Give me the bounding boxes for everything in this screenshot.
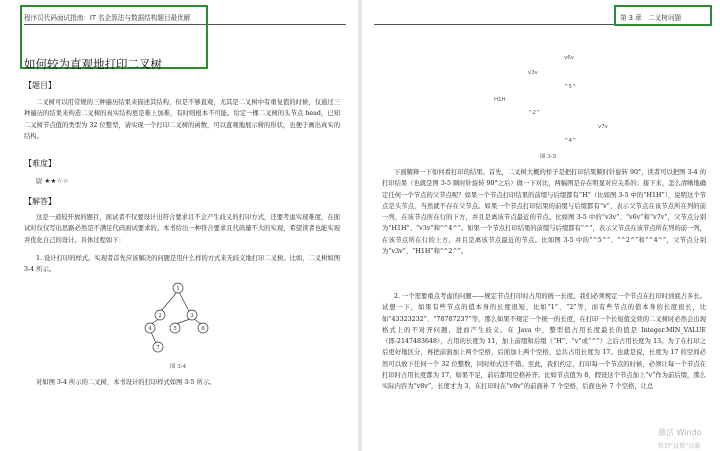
svg-text:6: 6 <box>201 326 205 332</box>
right-page <box>362 0 720 451</box>
tree-edge-4-7 <box>151 332 156 343</box>
after-figure-text: 对如图 3-4 所示的二叉树，本书设计的打印样式如图 3-5 所示。 <box>36 379 216 386</box>
print-line-5: ^5^ <box>564 84 577 90</box>
solution-text: 这是一道较开放的题目，面试者不仅要设计出符合要求且不会产生歧义的打印方式，还要考虑实现难度，在面试时仅仅写出思路必然是不满足代码面试要求的。本书给出一种符合要求且代码量不大的实现，希望读者也能实现并优化自己的设计。具体过程如下： <box>24 214 340 244</box>
svg-text:7: 7 <box>156 345 160 351</box>
left-page <box>0 0 358 451</box>
tree-node-2 <box>155 310 165 320</box>
print-line-v6v: v6v <box>564 55 574 61</box>
right-running-header: 第 3 章 二叉树问题 <box>620 14 682 22</box>
page-title: 如何较为直观地打印二叉树 <box>24 57 162 71</box>
tree-node-3 <box>187 310 197 320</box>
tree-node-1 <box>173 283 183 293</box>
figure-3-4-caption: 图 3-4 <box>170 364 187 370</box>
difficulty-label: 尉 <box>36 178 43 185</box>
problem-text: 二叉树可以用常规的三种遍历结果来描述其结构，但是不够直观，尤其是二叉树中有重复值的时候，仅通过三种遍历的结果来构造二叉树的真实结构更是难上加难，有时则根本不可能。给定一棵二叉树的头节点 head，已知二叉树节点值的类型为 32 位整型，请实现一个打印二叉树的函数，可以直观地展示树的形状，也便于画出真实的结构。 <box>24 99 340 140</box>
section-solution: 【解答】 <box>24 197 56 206</box>
section-problem: 【题目】 <box>24 81 56 90</box>
print-line-v3v: v3v <box>528 70 538 76</box>
svg-text:1: 1 <box>176 286 180 292</box>
tree-node-6 <box>198 323 208 333</box>
section-difficulty: 【难度】 <box>24 159 56 168</box>
svg-text:2: 2 <box>158 313 162 319</box>
tree-edge-1-2 <box>161 292 177 311</box>
windows-activation-watermark-line1: 激活 Windo <box>658 428 702 437</box>
tree-node-5 <box>170 323 180 333</box>
print-line-4: ^4^ <box>564 138 577 144</box>
highlight-box-chapter <box>614 5 712 26</box>
windows-activation-watermark-line2: 转到“设置”以激 <box>658 443 701 450</box>
svg-text:3: 3 <box>190 313 194 319</box>
difficulty-rating <box>36 176 156 187</box>
print-line-H1H: H1H <box>494 97 506 103</box>
print-line-v7v: v7v <box>598 124 608 130</box>
svg-text:5: 5 <box>173 326 177 332</box>
right-para-1: 下面解释一下如何看打印的结果。首先，二叉树大概的样子是把打印结果顺时针旋转 90°，读者可以把图 3-4 的打印结果（也就是图 3-5 顺时针旋转 90°之后）做一下对比，两幅图是存在明显对应关系的；接下来，怎么清晰地确定任何一个节点的父节点呢？如果一个节点打印结果的前缀与后缀都有“H”（比如图 3-5 中的“H1H”），说明这个节点是头节点，当然就不存在父节点。如果一个节点打印结果的前缀与后缀都有“v”，表示父节点在该节点所在列的前一列，在该节点所在行的下方，并且是离该节点最近的节点。比如图 3-5 中的“v3v”、“v6v”和“v7v”，父节点分别为“H1H”、“v3v”和“^4^”。如果一个节点打印结果的前缀与后缀都有“^”，表示父节点在该节点所在列的前一列，在该节点所在行的上方，并且是离该节点最近的节点。比如图 3-5 中的“^5^”、“^2^”和“^4^”，父节点分别为“v3v”、“H1H”和“^2^”。 <box>382 169 706 256</box>
tree-edge-3-6 <box>194 319 201 324</box>
tree-node-4 <box>145 323 155 333</box>
tree-node-7 <box>153 342 163 352</box>
figure-3-5-caption: 图 3-5 <box>540 154 557 160</box>
difficulty-stars: ★★☆☆ <box>44 178 69 185</box>
svg-text:4: 4 <box>148 326 152 332</box>
right-para-2: 2. 一个需要重点考虑的问题——规定节点打印时占用的统一长度。我们必须规定一个节点在打印时到底占多长。试想一下，如果有些节点的值本身的长度很短，比如“1”、“2”等，而有些节点的值本身的长度很长，比如“43323232”、“78787237”等，那么如果不规定一个统一的长度，在打印一个长短值交替的二叉树时必然会出现格式上的不对齐问题，进而产生歧义。在 Java 中，整型值占用长度最长的值是 Integer.MIN_VALUE（即-2147483648），占用的长度为 11，加上前缀和后缀（“H”、“v”或“^”）之后占用长度为 13。为了在打印之后更好地区分，再把前面加上两个空格，后面加上两个空格，总共占用长度为 17。也就是说，长度为 17 的空间必然可以放下任何一个 32 位整数，同时样式还不错。至此，我们约定，打印每一个节点的时候，必须让每一个节点在打印时占用长度都为 17，如果不足，前后都用空格补齐。比如节点值为 8，假设这个节点加上“v”作为前后缀，那么实际内容为“v8v”，长度才为 3，在打印时在“v8v”的前面补 7 个空格，后面也补 7 个空格，让总 <box>382 293 706 391</box>
left-running-header: 程序员代码面试指南：IT 名企算法与数据结构题目最优解 <box>24 14 191 22</box>
tree-edge-1-3 <box>179 292 189 311</box>
binary-tree-figure <box>138 282 218 356</box>
step1-text: 1. 设计打印的样式。实现者首先应该解决的问题是用什么样的方式来无歧义地打印二叉树。比如，二叉树如图 3-4 所示。 <box>24 255 340 274</box>
tree-edge-3-5 <box>176 319 190 324</box>
print-line-2: ^2^ <box>528 110 541 116</box>
